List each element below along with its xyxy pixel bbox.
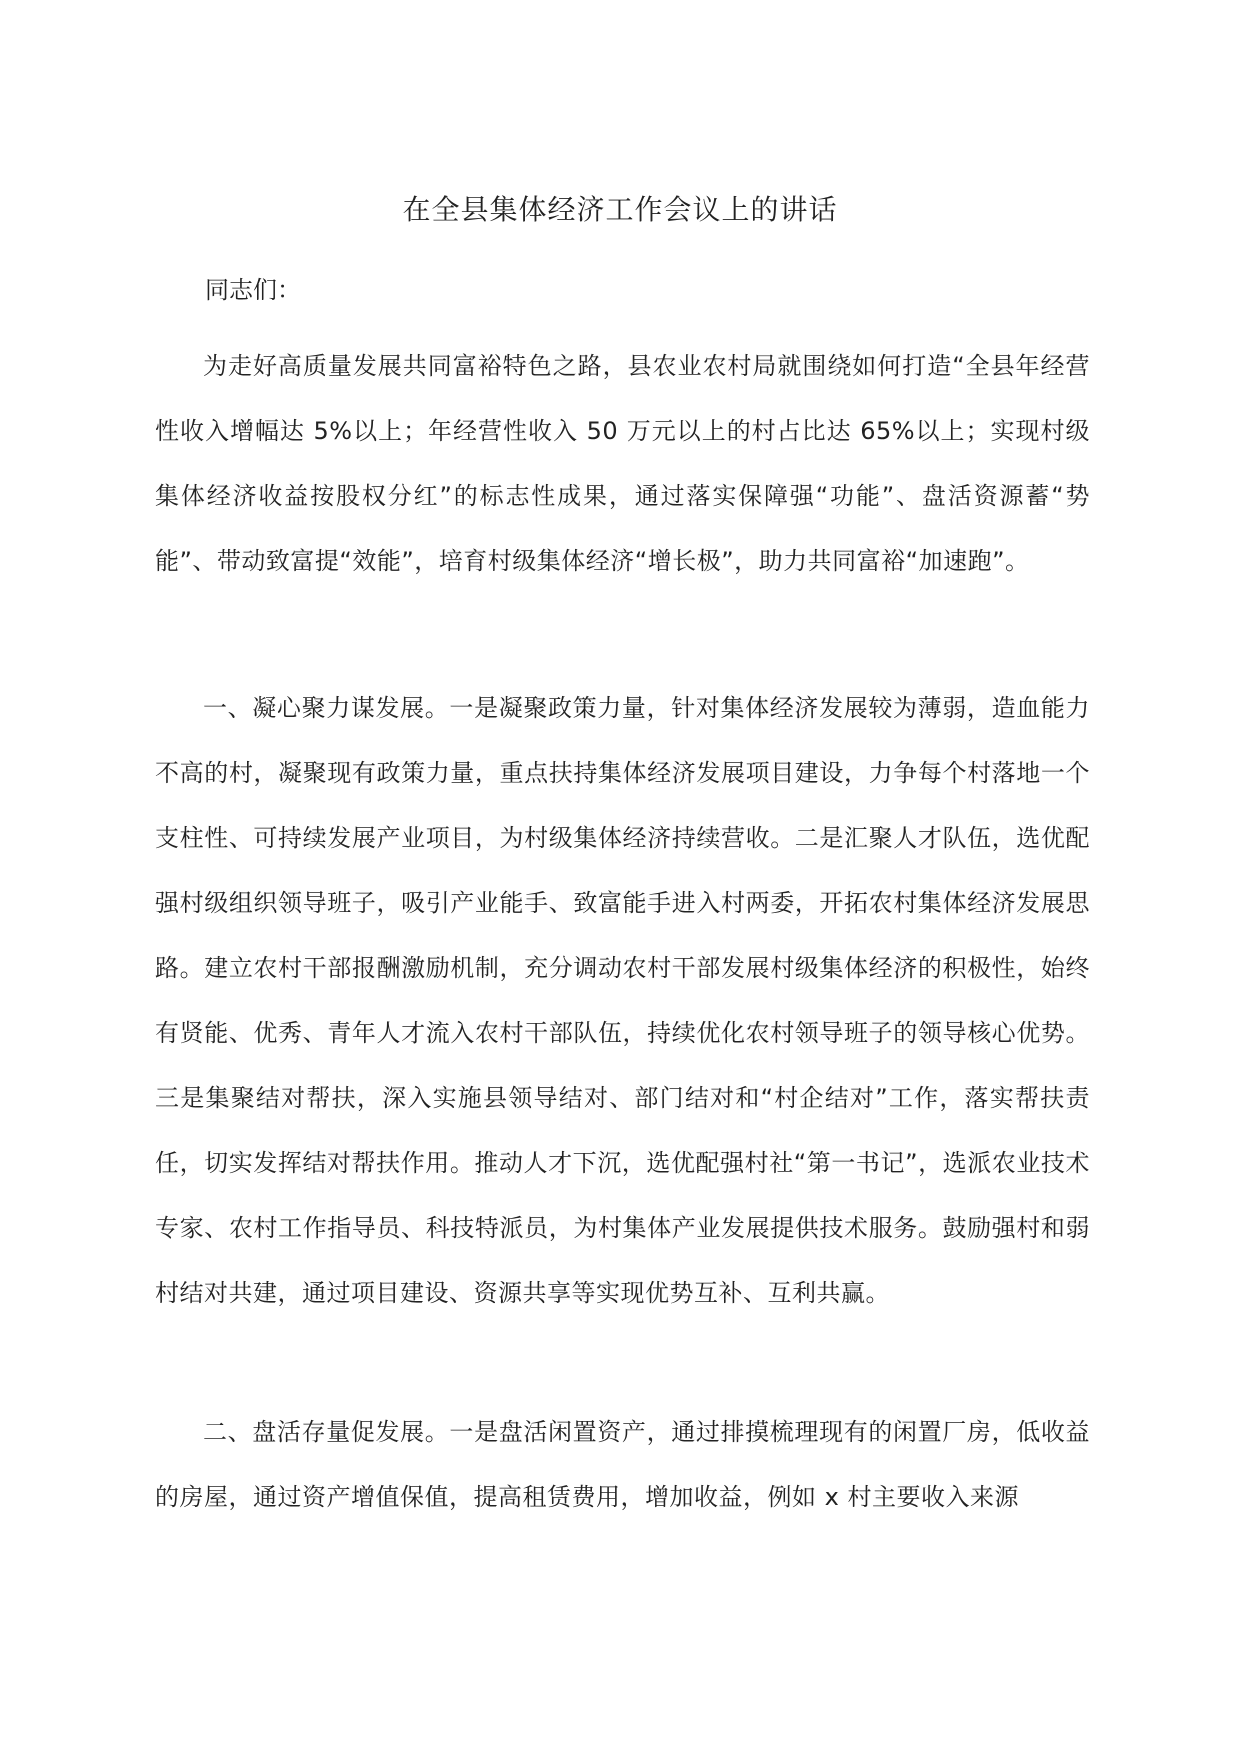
greeting: 同志们：: [205, 276, 301, 304]
paragraph-intro: 为走好高质量发展共同富裕特色之路，县农业农村局就围绕如何打造“全县年经营性收入增幅达 5%以上；年经营性收入 50 万元以上的村占比达 65%以上；实现村级集体经济收益按股权分红”的标志性成果，通过落实保障强“功能”、盘活资源蓄“势能”、带动致富提“效能”，培育村级集体经济“增长极”，助力共同富裕“加速跑”。: [155, 352, 1090, 575]
document-title: 在全县集体经济工作会议上的讲话: [402, 193, 838, 226]
paragraph-section-one: 一、凝心聚力谋发展。一是凝聚政策力量，针对集体经济发展较为薄弱，造血能力不高的村，凝聚现有政策力量，重点扶持集体经济发展项目建设，力争每个村落地一个支柱性、可持续发展产业项目，为村级集体经济持续营收。二是汇聚人才队伍，选优配强村级组织领导班子，吸引产业能手、致富能手进入村两委，开拓农村集体经济发展思路。建立农村干部报酬激励机制，充分调动农村干部发展村级集体经济的积极性，始终有贤能、优秀、青年人才流入农村干部队伍，持续优化农村领导班子的领导核心优势。三是集聚结对帮扶，深入实施县领导结对、部门结对和“村企结对”工作，落实帮扶责任，切实发挥结对帮扶作用。推动人才下沉，选优配强村社“第一书记”，选派农业技术专家、农村工作指导员、科技特派员，为村集体产业发展提供技术服务。鼓励强村和弱村结对共建，通过项目建设、资源共享等实现优势互补、互利共赢。: [155, 694, 1090, 1307]
paragraph-section-two: 二、盘活存量促发展。一是盘活闲置资产，通过排摸梳理现有的闲置厂房，低收益的房屋，通过资产增值保值，提高租赁费用，增加收益，例如 x 村主要收入来源: [155, 1418, 1090, 1511]
